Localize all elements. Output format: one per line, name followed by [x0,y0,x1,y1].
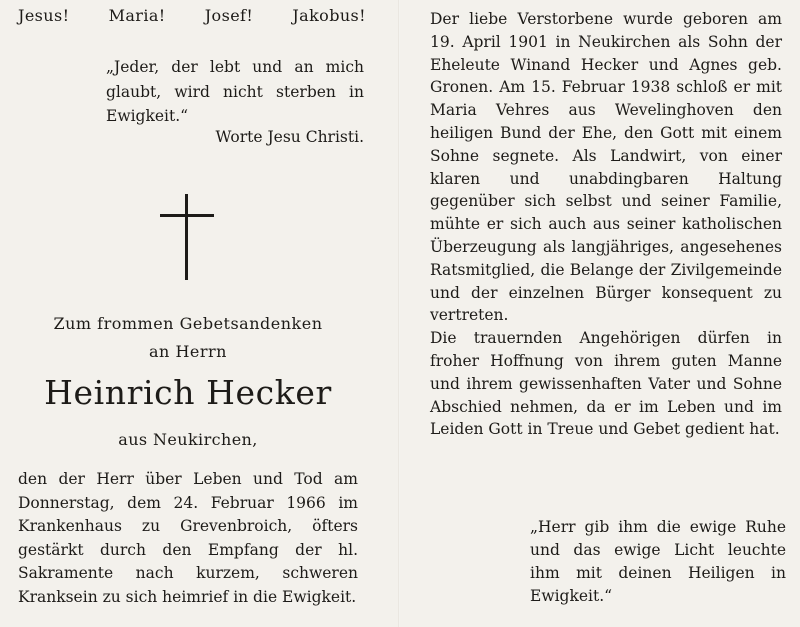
biography-paragraph-1: Der liebe Verstorbene wurde geboren am 19. April 1901 in Neukirchen als Sohn der Eheleute Winand Hecker und Agnes geb. Gronen. Am 15. Februar 1938 schloß er mit Maria Vehres aus Wevelinghoven den heiligen Bund der Ehe, den Gott mit einem Sohne segnete. Als Landwirt, von einer klaren und unabdingbaren Haltung gegenüber sich selbst und seiner Familie, mühte er sich auch aus seiner katholischen Überzeugung als langjähriges, angesehenes Ratsmitglied, die Belange der Zivilgemeinde und der einzelnen Bürger konsequent zu vertreten. [430,10,782,325]
memorial-heading [0,310,376,366]
quote-attribution: Worte Jesu Christi. [215,128,364,146]
card-fold [398,0,400,627]
holy-name-josef: Josef! [204,6,254,25]
deceased-origin: aus Neukirchen, [118,430,258,449]
holy-name-jakobus: Jakobus! [292,6,366,25]
holy-name-maria: Maria! [108,6,166,25]
left-panel [0,0,398,627]
biography [430,8,782,441]
cross-icon [160,194,214,280]
biography-paragraph-2: Die trauernden Angehörigen dürfen in froher Hoffnung von ihrem guten Manne und ihrem gewissenhaften Vater und Sohne Abschied nehmen, da er im Leben und im Leiden Gott in Treue und Gebet gedient hat. [430,329,782,439]
death-notice: den der Herr über Leben und Tod am Donnerstag, dem 24. Februar 1966 im Krankenhaus zu Grevenbroich, öfters gestärkt durch den Empfang der hl. Sakramente nach kurzem, schweren Kranksein zu sich heimrief in die Ewigkeit. [18,470,358,606]
holy-names-line [18,6,366,25]
right-panel [402,0,800,627]
closing-prayer: „Herr gib ihm die ewige Ruhe und das ewige Licht leuchte ihm mit deinen Heiligen in Ewigkeit.“ [530,518,786,605]
holy-name-jesus: Jesus! [18,6,70,25]
scripture-quote: „Jeder, der lebt und an mich glaubt, wird nicht sterben in Ewigkeit.“ [106,58,364,125]
memorial-line-2: an Herrn [149,342,227,361]
deceased-name: Heinrich Hecker [44,373,332,412]
memorial-line-1: Zum frommen Gebetsandenken [53,314,323,333]
